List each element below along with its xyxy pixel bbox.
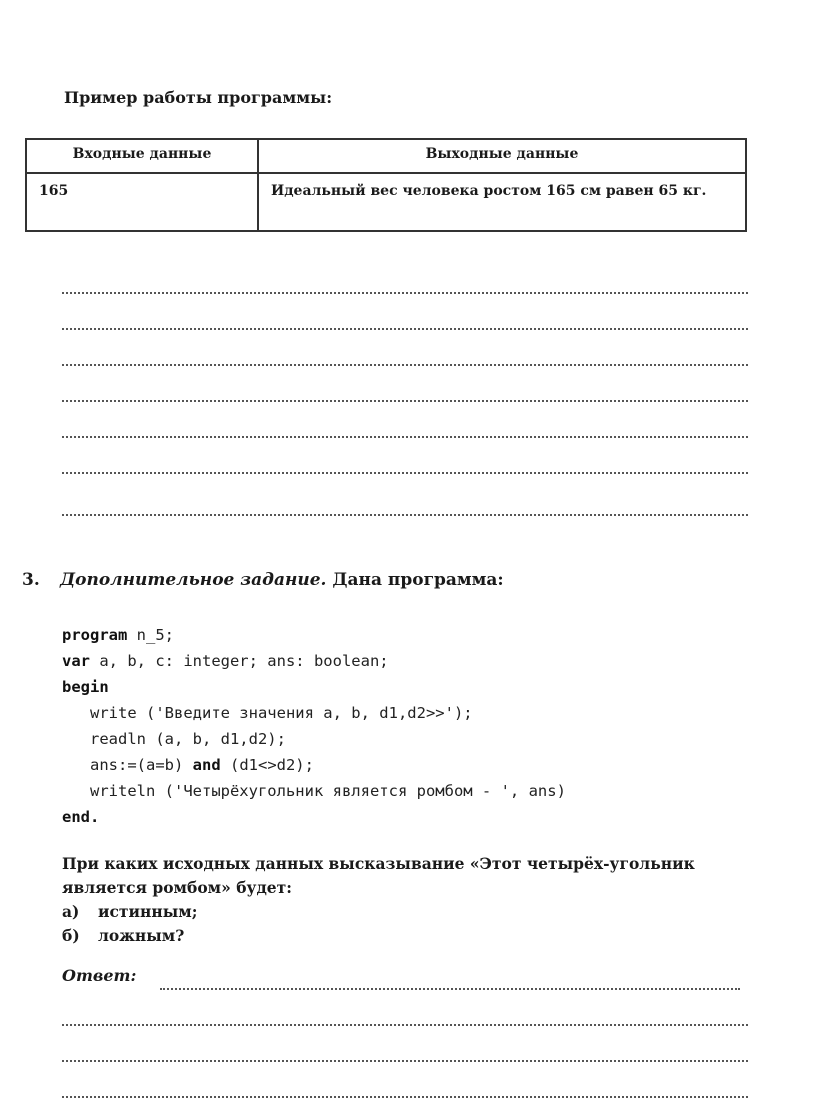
task-heading xyxy=(22,570,504,590)
answer-line-4[interactable] xyxy=(62,400,748,402)
code-line-5: readln (a, b, d1,d2); xyxy=(90,730,286,748)
code-line-2 xyxy=(62,648,566,674)
answer-line-11[interactable] xyxy=(62,1096,748,1098)
code-keyword: program xyxy=(62,626,128,644)
task-title-rest: Дана программа: xyxy=(332,570,504,590)
example-table xyxy=(25,138,747,232)
answer-line-10[interactable] xyxy=(62,1060,748,1062)
code-line-1 xyxy=(62,622,566,648)
code-block xyxy=(62,622,566,830)
answer-label: Ответ: xyxy=(62,966,137,985)
task-extra-title: Дополнительное задание. xyxy=(60,570,327,590)
answer-line-3[interactable] xyxy=(62,364,748,366)
table-header-output: Выходные данные xyxy=(258,139,746,173)
example-label: Пример работы программы: xyxy=(64,88,333,107)
answer-line-9[interactable] xyxy=(62,1024,748,1026)
code-line-8 xyxy=(62,804,566,830)
answer-line-2[interactable] xyxy=(62,328,748,330)
table-cell-output: Идеальный вес человека ростом 165 см равен 65 кг. xyxy=(258,173,746,231)
answer-line-6[interactable] xyxy=(62,472,748,474)
option-b: б) ложным? xyxy=(62,926,185,945)
code-keyword: end. xyxy=(62,808,100,826)
table-header-input: Входные данные xyxy=(26,139,258,173)
answer-line-1[interactable] xyxy=(62,292,748,294)
code-line-4: write ('Введите значения a, b, d1,d2>>'); xyxy=(90,704,473,722)
answer-line-5[interactable] xyxy=(62,436,748,438)
question-block xyxy=(62,852,752,948)
answer-line-7[interactable] xyxy=(62,514,748,516)
table-row xyxy=(26,173,746,231)
code-line-3 xyxy=(62,674,566,700)
code-text: a, b, c: integer; ans: boolean; xyxy=(90,652,389,670)
table-header-row xyxy=(26,139,746,173)
code-keyword: var xyxy=(62,652,90,670)
code-text: n_5; xyxy=(127,626,174,644)
option-a: а) истинным; xyxy=(62,902,198,921)
code-line-6 xyxy=(62,752,566,778)
code-text: (d1<>d2); xyxy=(220,756,314,774)
question-text: При каких исходных данных высказывание «Этот четырёх-угольник является ромбом» будет: xyxy=(62,854,695,897)
code-line-7: writeln ('Четырёхугольник является ромбом - ', ans) xyxy=(90,782,566,800)
code-keyword: begin xyxy=(62,678,109,696)
code-text: ans:=(a=b) xyxy=(90,756,193,774)
answer-line-8[interactable] xyxy=(160,988,740,990)
table-cell-input: 165 xyxy=(26,173,258,231)
task-number: 3. xyxy=(22,570,40,590)
code-keyword: and xyxy=(192,756,221,774)
